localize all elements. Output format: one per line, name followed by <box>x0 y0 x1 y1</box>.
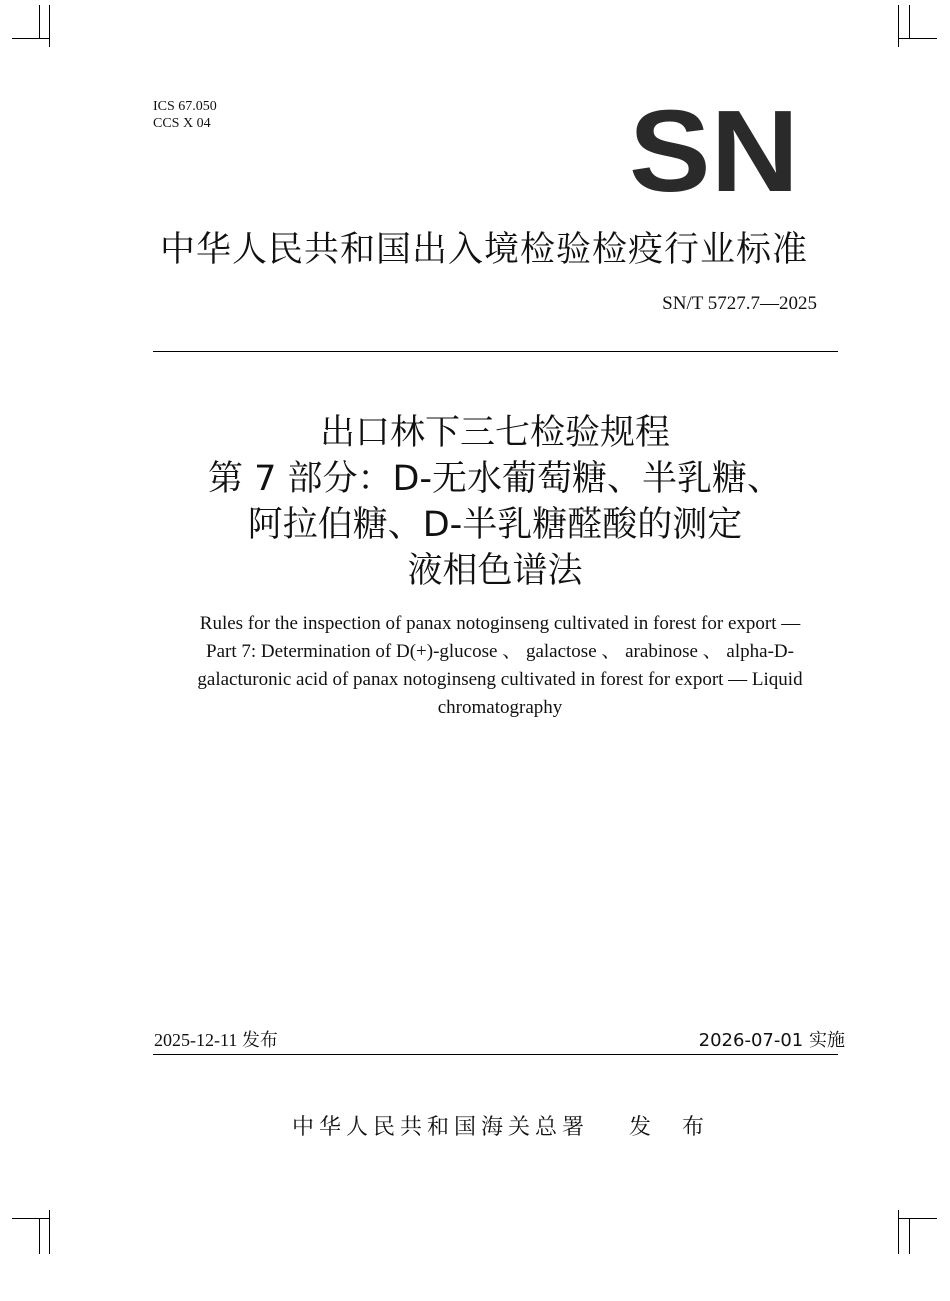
chinese-title-line: 出口林下三七检验规程 <box>319 413 670 453</box>
issuer-action: 发 布 <box>629 1115 717 1140</box>
issuer-name: 中华人民共和国海关总署 <box>292 1115 590 1140</box>
issue-date <box>154 1026 278 1052</box>
issue-date-value: 2025-12-11 <box>154 1030 238 1050</box>
classification-codes <box>153 98 217 132</box>
english-title-line: Rules for the inspection of panax notoginseng cultivated in forest for export — <box>199 613 801 634</box>
issuer <box>292 1110 716 1141</box>
chinese-title-line: 第 7 部分：D-无水葡萄糖、半乳糖、 <box>207 459 783 499</box>
english-title <box>160 610 840 722</box>
english-title-line: Part 7: Determination of D(+)-glucose 、 galactose 、 arabinose 、 alpha-D- <box>206 641 794 662</box>
ics-code: ICS 67.050 <box>153 99 217 114</box>
ccs-code: CCS X 04 <box>153 116 211 131</box>
implementation-date <box>699 1026 845 1052</box>
standard-number: SN/T 5727.7—2025 <box>662 293 817 314</box>
header-divider <box>153 351 838 352</box>
sn-logo <box>628 103 800 195</box>
chinese-title <box>145 410 845 594</box>
english-title-line: galacturonic acid of panax notoginseng cultivated in forest for export — Liquid <box>197 669 803 690</box>
chinese-title-line: 液相色谱法 <box>407 551 583 591</box>
english-title-line: chromatography <box>437 697 563 718</box>
logo-text: SN <box>629 103 799 195</box>
footer-divider <box>153 1054 838 1055</box>
issue-date-label: 发布 <box>241 1030 278 1051</box>
chinese-title-line: 阿拉伯糖、D-半乳糖醛酸的测定 <box>247 505 743 545</box>
implementation-date-label: 实施 <box>809 1030 845 1051</box>
implementation-date-value: 2026-07-01 <box>698 1030 804 1051</box>
standard-category-title: 中华人民共和国出入境检验检疫行业标准 <box>160 230 809 270</box>
